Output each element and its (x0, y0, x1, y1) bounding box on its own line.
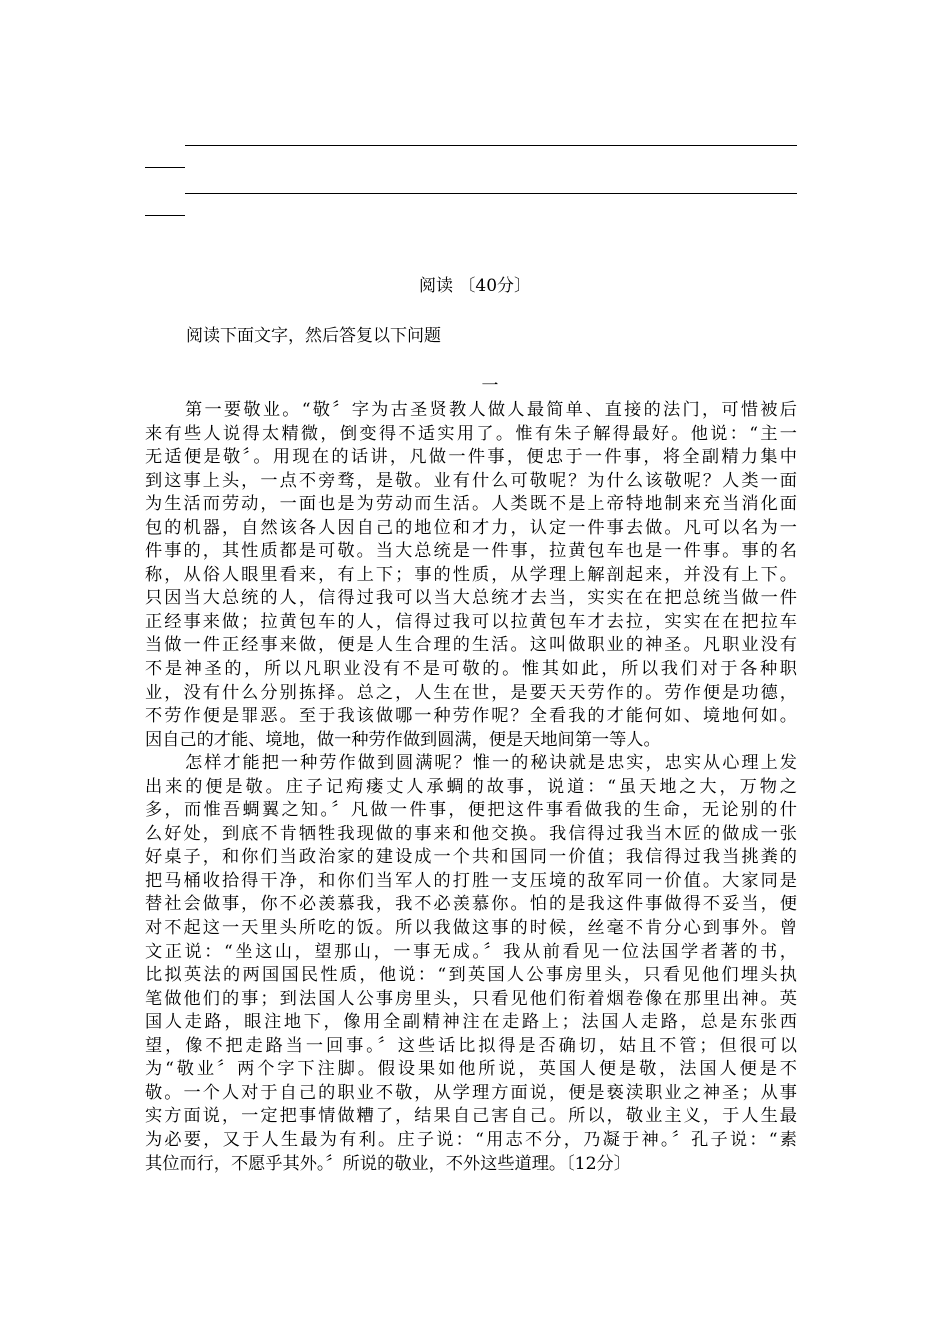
reading-passage (145, 399, 797, 1176)
paragraph-2 (145, 752, 797, 1176)
answer-line-rule (185, 193, 797, 194)
text-line: 其位而行，不愿乎其外。〞所说的敬业，不外这些道理。〔12分〕 (145, 1153, 631, 1174)
text-line: 到这事上头，一点不旁骛，是敬。业有什么可敬呢？为什么该敬呢？人类一面 (145, 470, 797, 491)
text-line: 望，像不把走路当一回事。〞这些话比拟得是否确切，姑且不管；但很可以 (145, 1035, 797, 1056)
text-line: 怎样才能把一种劳作做到圆满呢？惟一的秘诀就是忠实，忠实从心理上发 (185, 753, 797, 774)
text-line: 么好处，到底不肯牺牲我现做的事来和他交换。我信得过我当木匠的做成一张 (145, 823, 797, 844)
text-line: 因自己的才能、境地，做一种劳作做到圆满，便是天地间第一等人。 (145, 729, 661, 750)
reading-instruction: 阅读下面文字，然后答复以下问题 (186, 326, 441, 346)
text-line: 敬。一个人对于自己的职业不敬，从学理方面说，便是亵渎职业之神圣；从事 (145, 1082, 797, 1103)
text-line: 比拟英法的两国国民性质，他说：“到英国人公事房里头，只看见他们埋头执 (145, 965, 797, 986)
part-number: 一 (481, 376, 499, 396)
text-line: 国人走路，眼注地下，像用全副精神注在走路上；法国人走路，总是东张西 (145, 1012, 797, 1033)
answer-line-tail (145, 167, 185, 168)
text-line: 为必要，又于人生最为有利。庄子说：“用志不分，乃凝于神。〞孔子说：“素 (145, 1129, 797, 1150)
text-line: 替社会做事，你不必羡慕我，我不必羡慕你。怕的是我这件事做得不妥当，便 (145, 894, 797, 915)
text-line: 第一要敬业。“敬〞字为古圣贤教人做人最简单、直接的法门，可惜被后 (185, 400, 797, 420)
text-line: 好桌子，和你们当政治家的建设成一个共和国同一价值；我信得过我当挑粪的 (145, 847, 797, 868)
answer-line-rule (185, 145, 797, 146)
text-line: 把马桶收拾得干净，和你们当军人的打胜一支压境的敌军同一价值。大家同是 (145, 870, 797, 891)
text-line: 不是神圣的，所以凡职业没有不是可敬的。惟其如此，所以我们对于各种职 (145, 659, 797, 680)
text-line: 为“敬业〞两个字下注脚。假设果如他所说，英国人便是敬，法国人便是不 (145, 1059, 797, 1080)
answer-line-1[interactable] (145, 145, 797, 193)
text-line: 无适便是敬〞。用现在的话讲，凡做一件事，便忠于一件事，将全副精力集中 (145, 447, 797, 468)
text-line: 出来的便是敬。庄子记痀瘘丈人承蜩的故事，说道：“虽天地之大，万物之 (145, 776, 797, 797)
text-line: 来有些人说得太精微，倒变得不适实用了。惟有朱子解得最好。他说：“主一 (145, 423, 797, 444)
text-line: 多，而惟吾蜩翼之知。〞凡做一件事，便把这件事看做我的生命，无论别的什 (145, 800, 797, 821)
answer-line-2[interactable] (145, 193, 797, 241)
text-line: 包的机器，自然该各人因自己的地位和才力，认定一件事去做。凡可以名为一 (145, 517, 797, 538)
paragraph-1 (145, 399, 797, 752)
text-line: 件事的，其性质都是可敬。当大总统是一件事，拉黄包车也是一件事。事的名 (145, 541, 797, 562)
answer-line-tail (145, 215, 185, 216)
text-line: 业，没有什么分别拣择。总之，人生在世，是要天天劳作的。劳作便是功德， (145, 682, 797, 703)
text-line: 笔做他们的事；到法国人公事房里头，只看见他们衔着烟卷像在那里出神。英 (145, 988, 797, 1009)
text-line: 称，从俗人眼里看来，有上下；事的性质，从学理上解剖起来，并没有上下。 (145, 564, 797, 585)
text-line: 实方面说，一定把事情做糟了，结果自己害自己。所以，敬业主义，于人生最 (145, 1106, 797, 1127)
text-line: 文正说：“坐这山，望那山，一事无成。〞我从前看见一位法国学者著的书， (145, 941, 797, 962)
text-line: 不劳作便是罪恶。至于我该做哪一种劳作呢？全看我的才能何如、境地何如。 (145, 706, 797, 727)
section-title: 阅读 〔40分〕 (418, 276, 532, 296)
text-line: 当做一件正经事来做，便是人生合理的生活。这叫做职业的神圣。凡职业没有 (145, 635, 797, 656)
text-line: 为生活而劳动，一面也是为劳动而生活。人类既不是上帝特地制来充当消化面 (145, 494, 797, 515)
text-line: 正经事来做；拉黄包车的人，信得过我可以拉黄包车才去拉，实实在在把拉车 (145, 611, 797, 632)
text-line: 只因当大总统的人，信得过我可以当大总统才去当，实实在在把总统当做一件 (145, 588, 797, 609)
text-line: 对不起这一天里头所吃的饭。所以我做这事的时候，丝毫不肯分心到事外。曾 (145, 918, 797, 939)
